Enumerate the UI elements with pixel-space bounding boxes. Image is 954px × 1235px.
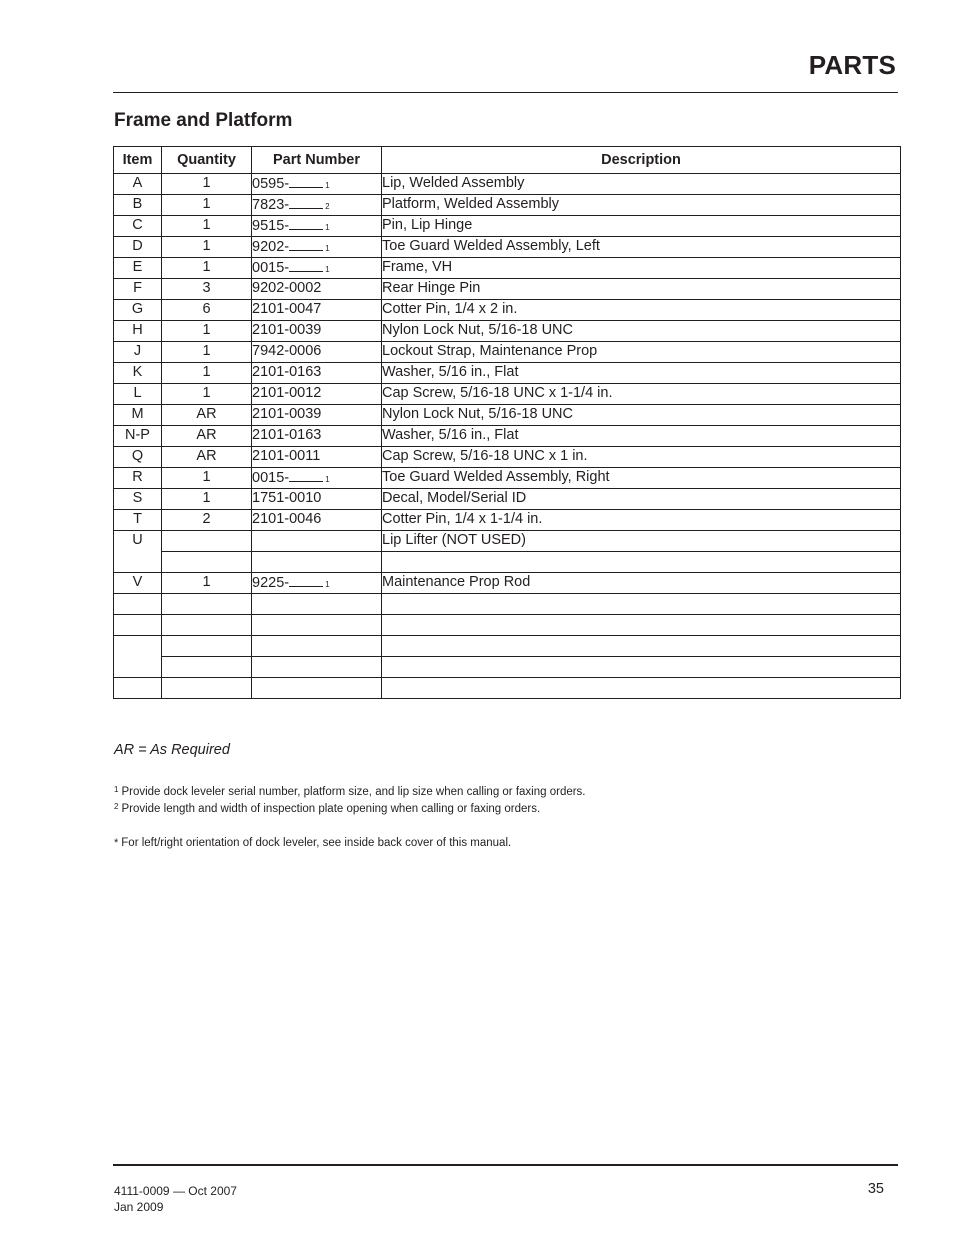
footer-rule (113, 1164, 898, 1166)
quantity-cell: AR (162, 405, 252, 426)
footer-doc-number: 4111-0009 — Oct 2007 (114, 1184, 237, 1198)
description-cell: Cotter Pin, 1/4 x 2 in. (382, 300, 901, 321)
description-cell: Platform, Welded Assembly (382, 195, 901, 216)
description-cell: Cotter Pin, 1/4 x 1-1/4 in. (382, 510, 901, 531)
table-row (114, 321, 901, 342)
item-cell: N-P (114, 426, 162, 447)
item-cell (114, 594, 162, 615)
empty-table-row (114, 678, 901, 699)
quantity-cell (162, 594, 252, 615)
table-row (114, 510, 901, 531)
item-cell: E (114, 258, 162, 279)
empty-table-row (114, 615, 901, 636)
part-number-blank (289, 195, 323, 209)
description-cell: Washer, 5/16 in., Flat (382, 363, 901, 384)
part-number: 0015- (252, 260, 290, 276)
quantity-cell: 1 (162, 573, 252, 594)
item-cell: M (114, 405, 162, 426)
part-number-cell (252, 300, 382, 321)
footer-revision: Jan 2009 (114, 1200, 164, 1214)
description-cell (382, 657, 901, 678)
quantity-cell: 2 (162, 510, 252, 531)
item-cell: H (114, 321, 162, 342)
part-number-cell (252, 258, 382, 279)
item-cell: F (114, 279, 162, 300)
part-number: 0015- (252, 470, 290, 486)
column-header-quantity: Quantity (162, 147, 252, 174)
part-number-blank (289, 258, 323, 272)
item-cell: S (114, 489, 162, 510)
description-cell: Lip, Welded Assembly (382, 174, 901, 195)
footnote-1-mark: 1 (114, 785, 119, 794)
quantity-cell: 1 (162, 321, 252, 342)
quantity-cell: 1 (162, 258, 252, 279)
quantity-cell: 1 (162, 384, 252, 405)
table-row (114, 174, 901, 195)
table-row (114, 489, 901, 510)
quantity-cell: 1 (162, 468, 252, 489)
item-cell (114, 615, 162, 636)
part-number-cell (252, 174, 382, 195)
description-cell (382, 678, 901, 699)
table-row (114, 258, 901, 279)
empty-table-row (114, 594, 901, 615)
table-row (114, 405, 901, 426)
item-cell: T (114, 510, 162, 531)
part-number: 2101-0047 (252, 301, 322, 317)
footnote-reference: 2 (325, 202, 330, 211)
quantity-cell: AR (162, 426, 252, 447)
quantity-cell: 1 (162, 363, 252, 384)
item-cell: G (114, 300, 162, 321)
part-number-cell (252, 342, 382, 363)
table-row (114, 195, 901, 216)
footnote-2-text: Provide length and width of inspection plate opening when calling or faxing orders. (121, 803, 541, 815)
item-cell: J (114, 342, 162, 363)
quantity-cell (162, 531, 252, 552)
part-number-cell (252, 531, 382, 552)
description-cell: Decal, Model/Serial ID (382, 489, 901, 510)
footnote-reference: 1 (325, 265, 330, 274)
item-cell: K (114, 363, 162, 384)
quantity-cell (162, 552, 252, 573)
item-cell: Q (114, 447, 162, 468)
part-number-cell (252, 552, 382, 573)
description-cell: Cap Screw, 5/16-18 UNC x 1-1/4 in. (382, 384, 901, 405)
quantity-cell (162, 678, 252, 699)
table-row (114, 342, 901, 363)
quantity-cell: 1 (162, 489, 252, 510)
parts-table (113, 146, 901, 699)
part-number-cell (252, 237, 382, 258)
quantity-cell (162, 657, 252, 678)
part-number-cell (252, 678, 382, 699)
item-cell: B (114, 195, 162, 216)
part-number-cell (252, 405, 382, 426)
table-row (114, 384, 901, 405)
part-number-cell (252, 573, 382, 594)
description-cell: Lip Lifter (NOT USED) (382, 531, 901, 552)
footnote-reference: 1 (325, 244, 330, 253)
table-row (114, 216, 901, 237)
quantity-cell: 6 (162, 300, 252, 321)
part-number-blank (289, 216, 323, 230)
part-number: 7942-0006 (252, 343, 322, 359)
part-number-cell (252, 216, 382, 237)
part-number-cell (252, 510, 382, 531)
part-number: 2101-0039 (252, 406, 322, 422)
footnote-reference: 1 (325, 181, 330, 190)
part-number-blank (289, 237, 323, 251)
section-title: Frame and Platform (114, 110, 293, 131)
part-number: 2101-0163 (252, 364, 322, 380)
description-cell (382, 615, 901, 636)
footnote-reference: 1 (325, 580, 330, 589)
table-row (114, 300, 901, 321)
quantity-cell (162, 615, 252, 636)
description-cell (382, 636, 901, 657)
part-number: 9202-0002 (252, 280, 322, 296)
quantity-cell: 1 (162, 195, 252, 216)
part-number-cell (252, 594, 382, 615)
part-number-cell (252, 279, 382, 300)
quantity-cell: 1 (162, 342, 252, 363)
table-row (114, 531, 901, 552)
column-header-item: Item (114, 147, 162, 174)
part-number-cell (252, 321, 382, 342)
footnote-1-text: Provide dock leveler serial number, platform size, and lip size when calling or faxing orders. (121, 786, 586, 798)
item-cell: R (114, 468, 162, 489)
description-cell: Lockout Strap, Maintenance Prop (382, 342, 901, 363)
part-number: 7823- (252, 197, 290, 213)
as-required-note: AR = As Required (114, 742, 230, 758)
quantity-cell: 1 (162, 216, 252, 237)
description-cell: Toe Guard Welded Assembly, Right (382, 468, 901, 489)
page-number: 35 (867, 1181, 884, 1197)
item-cell: A (114, 174, 162, 195)
part-number-cell (252, 447, 382, 468)
description-cell (382, 594, 901, 615)
quantity-cell (162, 636, 252, 657)
item-cell: C (114, 216, 162, 237)
footnote-3-mark: * (114, 837, 119, 849)
description-cell: Washer, 5/16 in., Flat (382, 426, 901, 447)
part-number: 9225- (252, 575, 290, 591)
part-number: 2101-0039 (252, 322, 322, 338)
page-header-title: PARTS (808, 50, 896, 80)
description-cell: Pin, Lip Hinge (382, 216, 901, 237)
part-number-cell (252, 615, 382, 636)
part-number-cell (252, 489, 382, 510)
quantity-cell: 3 (162, 279, 252, 300)
table-row (114, 573, 901, 594)
quantity-cell: 1 (162, 237, 252, 258)
part-number: 9202- (252, 239, 290, 255)
empty-table-row (114, 657, 901, 678)
header-rule (113, 92, 898, 93)
description-cell: Nylon Lock Nut, 5/16-18 UNC (382, 405, 901, 426)
table-row (114, 363, 901, 384)
description-cell: Toe Guard Welded Assembly, Left (382, 237, 901, 258)
footer-doc-info (114, 1183, 237, 1215)
empty-table-row (114, 636, 901, 657)
part-number-cell (252, 426, 382, 447)
table-row (114, 447, 901, 468)
footnote-1 (114, 786, 586, 798)
item-cell: D (114, 237, 162, 258)
part-number-blank (289, 468, 323, 482)
column-header-part-number: Part Number (252, 147, 382, 174)
part-number-cell (252, 636, 382, 657)
description-cell: Maintenance Prop Rod (382, 573, 901, 594)
part-number-cell (252, 363, 382, 384)
part-number-cell (252, 657, 382, 678)
table-row (114, 468, 901, 489)
part-number-blank (289, 573, 323, 587)
footnote-reference: 1 (325, 475, 330, 484)
footnote-2 (114, 803, 540, 815)
part-number: 9515- (252, 218, 290, 234)
part-number: 0595- (252, 176, 290, 192)
footnote-3 (114, 837, 511, 849)
part-number: 2101-0163 (252, 427, 322, 443)
quantity-cell: AR (162, 447, 252, 468)
part-number: 2101-0012 (252, 385, 322, 401)
part-number: 2101-0011 (252, 448, 321, 464)
description-cell: Rear Hinge Pin (382, 279, 901, 300)
footnote-2-mark: 2 (114, 802, 119, 811)
table-row (114, 426, 901, 447)
description-cell: Nylon Lock Nut, 5/16-18 UNC (382, 321, 901, 342)
footnote-reference: 1 (325, 223, 330, 232)
item-cell (114, 636, 162, 678)
item-cell: L (114, 384, 162, 405)
part-number-cell (252, 384, 382, 405)
description-cell: Cap Screw, 5/16-18 UNC x 1 in. (382, 447, 901, 468)
part-number-cell (252, 195, 382, 216)
item-cell: U (114, 531, 162, 573)
part-number: 1751-0010 (252, 490, 322, 506)
quantity-cell: 1 (162, 174, 252, 195)
description-cell: Frame, VH (382, 258, 901, 279)
part-number-blank (289, 174, 323, 188)
part-number-cell (252, 468, 382, 489)
table-header-row (114, 147, 901, 174)
table-row (114, 279, 901, 300)
part-number: 2101-0046 (252, 511, 322, 527)
table-row (114, 552, 901, 573)
item-cell (114, 678, 162, 699)
footnote-3-text: For left/right orientation of dock leveler, see inside back cover of this manual. (121, 837, 512, 849)
column-header-description: Description (382, 147, 901, 174)
description-cell (382, 552, 901, 573)
table-row (114, 237, 901, 258)
item-cell: V (114, 573, 162, 594)
